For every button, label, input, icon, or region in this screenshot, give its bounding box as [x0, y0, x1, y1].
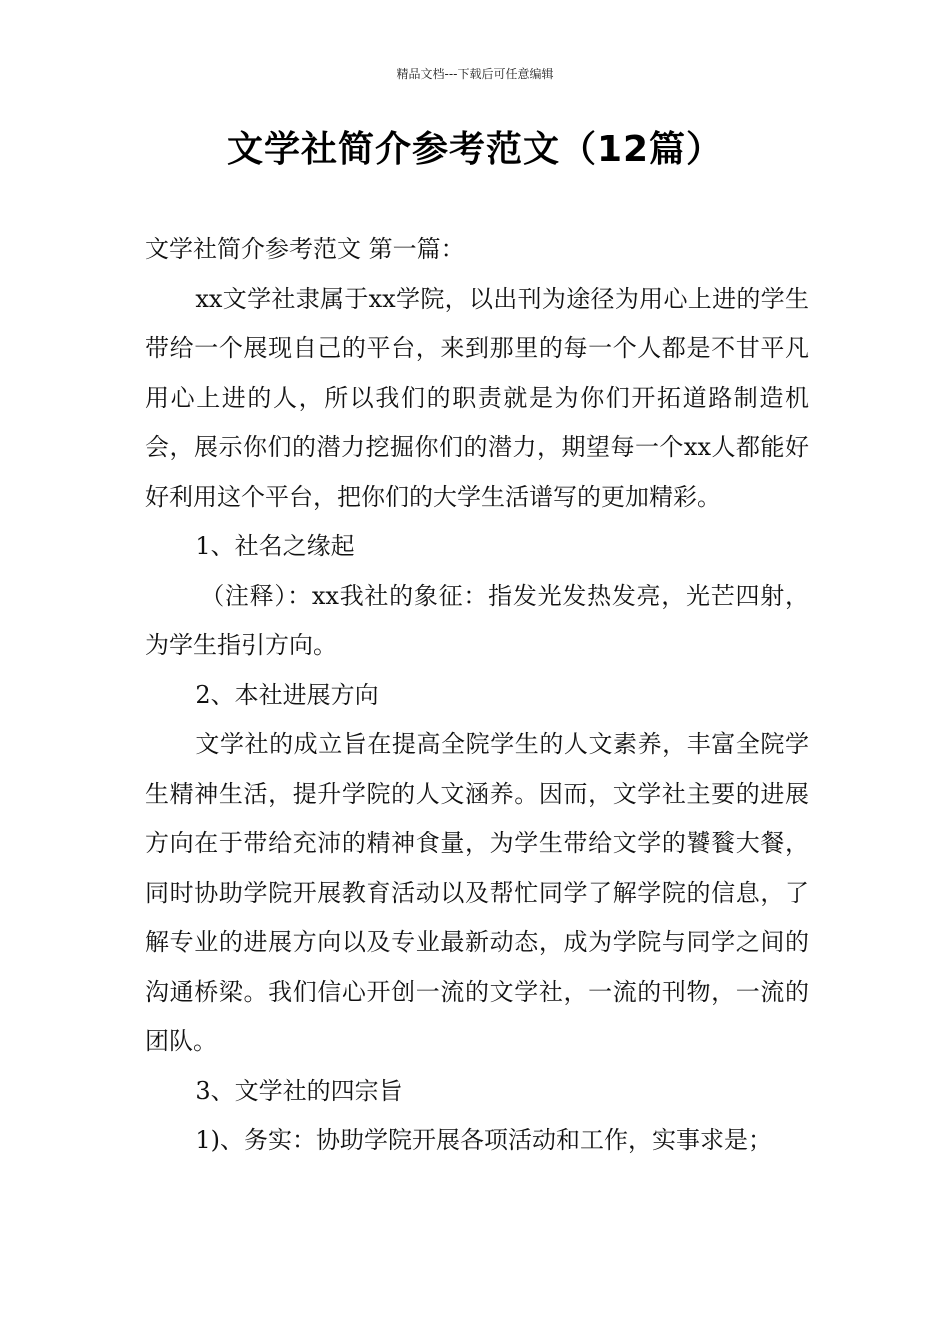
item1-heading: 1、社名之缘起	[195, 532, 355, 560]
section-heading: 文学社简介参考范文 第一篇：	[145, 235, 465, 263]
item2-heading: 2、本社进展方向	[195, 680, 379, 709]
document-body	[145, 225, 809, 1166]
item1-note: （注释）：xx我社的象征：指发光发热发亮，光芒四射，为学生指引方向。	[145, 581, 809, 659]
item3-point1: 1)、务实：协助学院开展各项活动和工作，实事求是；	[195, 1126, 773, 1154]
item2-body: 文学社的成立旨在提高全院学生的人文素养，丰富全院学生精神生活，提升学院的人文涵养。因而，文学社主要的进展方向在于带给充沛的精神食量，为学生带给文学的饕餮大餐，同时协助学院开展教育活动以及帮忙同学了解学院的信息，了解专业的进展方向以及专业最新动态，成为学院与同学之间的沟通桥梁。我们信心开创一流的文学社，一流的刊物，一流的团队。	[145, 730, 809, 1055]
paragraph-intro: xx文学社隶属于xx学院，以出刊为途径为用心上进的学生带给一个展现自己的平台，来到那里的每一个人都是不甘平凡用心上进的人，所以我们的职责就是为你们开拓道路制造机会，展示你们的潜力挖掘你们的潜力，期望每一个xx人都能好好利用这个平台，把你们的大学生活谱写的更加精彩。	[145, 284, 809, 511]
item3-heading: 3、文学社的四宗旨	[195, 1076, 403, 1105]
header-note: 精品文档---下载后可任意编辑	[396, 67, 554, 81]
document-title: 文学社简介参考范文（12篇）	[226, 129, 724, 170]
